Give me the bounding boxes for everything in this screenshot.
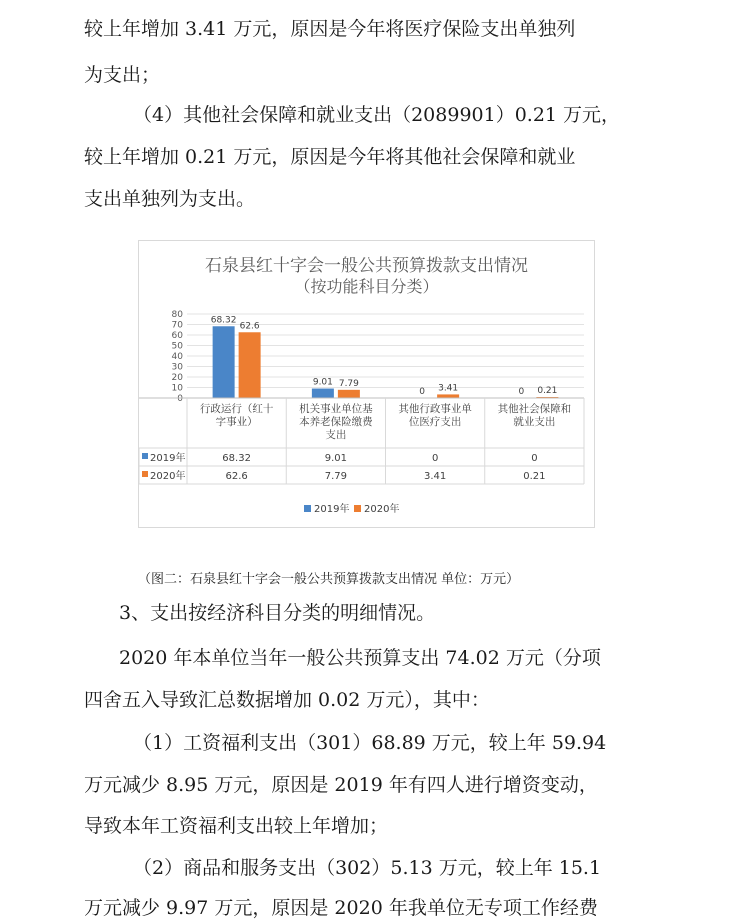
data-label: 7.79 [338,378,359,389]
y-tick-label: 10 [171,383,183,394]
category-label: 字事业） [215,416,258,428]
bar [213,326,235,398]
category-label: 位医疗支出 [408,416,462,428]
y-tick-label: 60 [171,331,183,341]
legend-swatch [304,505,311,512]
table-legend-key [142,453,148,459]
body-text-line: 四舍五入导致汇总数据增加 0.02 万元），其中： [84,689,490,711]
table-cell: 62.6 [225,471,248,482]
table-row-label: 2019年 [150,453,186,464]
table-cell: 68.32 [222,453,251,464]
data-label: 62.6 [239,321,260,332]
y-tick-label: 50 [171,341,183,352]
category-label: 行政运行（红十 [199,403,274,415]
category-label: 机关事业单位基 [299,403,373,415]
table-row-label: 2020年 [150,471,186,482]
category-label: 本养老保险缴费 [299,416,373,428]
body-text-line: 较上年增加 3.41 万元，原因是今年将医疗保险支出单独列 [84,18,576,40]
data-label: 0.21 [537,386,558,396]
table-cell: 9.01 [324,453,348,464]
data-label: 0 [419,387,425,397]
category-label: 就业支出 [513,416,556,428]
table-legend-key [142,471,148,477]
bar [437,394,459,398]
y-tick-label: 80 [171,310,183,320]
table-cell: 0 [531,453,538,464]
y-tick-label: 40 [171,352,183,362]
figure-caption: （图二：石泉县红十字会一般公共预算拨款支出情况 单位：万元） [138,572,520,587]
y-tick-label: 20 [171,373,183,383]
bar [239,332,261,398]
body-text-line: （4）其他社会保障和就业支出（2089901）0.21 万元， [133,104,621,126]
data-label: 0 [518,387,525,397]
body-text-line: 支出单独列为支出。 [84,188,256,210]
chart-figure [138,240,595,528]
body-text-line: 较上年增加 0.21 万元，原因是今年将其他社会保障和就业 [84,146,576,168]
y-tick-label: 70 [171,320,183,331]
bar [312,389,334,398]
body-text-line: （1）工资福利支出（301）68.89 万元，较上年 59.94 [133,732,607,754]
chart-title: 石泉县红十字会一般公共预算拨款支出情况 [205,256,528,276]
body-text-line: （2）商品和服务支出（302）5.13 万元，较上年 15.1 [133,857,602,879]
data-label: 9.01 [312,377,333,388]
table-cell: 7.79 [324,471,348,482]
bar-chart [139,241,594,527]
body-text-line: 导致本年工资福利支出较上年增加； [84,815,389,837]
data-label: 68.32 [210,315,237,326]
y-tick-label: 30 [171,362,183,373]
body-text-line: 2020 年本单位当年一般公共预算支出 74.02 万元（分项 [119,647,601,669]
body-text-line: 万元减少 8.95 万元，原因是 2019 年有四人进行增资变动， [84,774,598,796]
chart-subtitle: （按功能科目分类） [294,277,439,296]
bar [338,390,360,398]
category-label: 支出 [325,429,347,441]
table-cell: 0 [431,453,439,464]
body-text-line: 万元减少 9.97 万元，原因是 2020 年我单位无专项工作经费 [84,897,598,919]
legend-label: 2019年 [314,504,350,515]
category-label: 其他行政事业单 [398,403,472,415]
section-heading: 3、支出按经济科目分类的明细情况。 [119,602,436,624]
legend-label: 2020年 [364,504,400,515]
category-label: 其他社会保障和 [497,403,572,415]
y-tick-label: 0 [177,394,183,404]
body-text-line: 为支出； [84,64,161,86]
table-cell: 3.41 [423,471,447,482]
table-cell: 0.21 [523,471,546,482]
data-label: 3.41 [438,383,459,394]
legend-swatch [354,505,361,512]
